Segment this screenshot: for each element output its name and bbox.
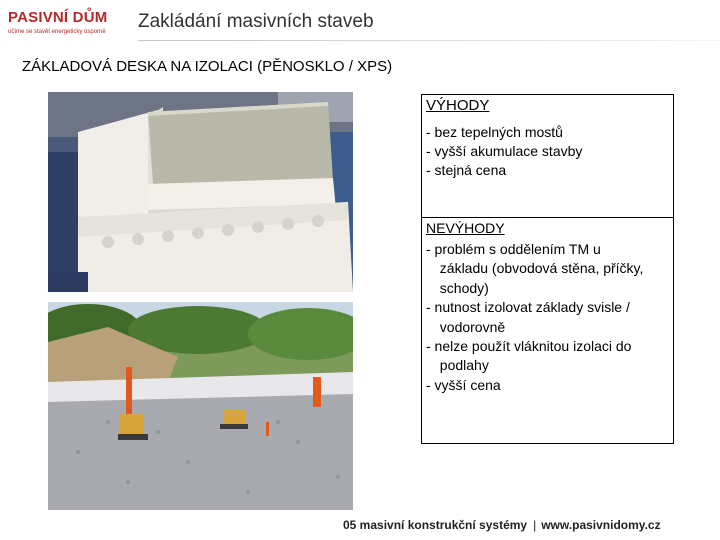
advantages-list [426, 123, 582, 180]
footer-separator: | [533, 518, 537, 532]
list-item: - nutnost izolovat základy svisle / [426, 299, 630, 316]
page-title: Zakládání masivních staveb [138, 11, 374, 32]
footer [343, 518, 661, 532]
construction-site-image [48, 302, 353, 510]
disadvantages-title: NEVÝHODY [426, 220, 505, 236]
list-item: vodorovně [432, 318, 506, 335]
header-divider [138, 40, 720, 41]
advantages-panel [421, 94, 674, 218]
disadvantages-panel [421, 217, 674, 444]
list-item: schody) [432, 279, 489, 296]
list-item: - problém s oddělením TM u [426, 241, 601, 257]
logo-name: PASIVNÍ DŮM [8, 9, 108, 26]
list-item: základu (obvodová stěna, příčky, [432, 260, 644, 277]
disadvantages-list [426, 240, 643, 395]
logo-tagline: učíme se stavět energeticky úsporně [8, 29, 106, 35]
list-item: - vyšší akumulace stavby [426, 143, 583, 159]
construction-site-photo [48, 302, 353, 510]
list-item: - nelze použít vláknitou izolaci do [426, 338, 632, 355]
list-item: - stejná cena [426, 162, 507, 178]
list-item: podlahy [432, 357, 489, 374]
foundation-model-photo [48, 92, 353, 292]
footer-website-link[interactable]: www.pasivnidomy.cz [541, 518, 661, 532]
list-item: - bez tepelných mostů [426, 124, 563, 140]
advantages-title: VÝHODY [426, 97, 490, 114]
foundation-model-image [48, 92, 353, 292]
list-item: - vyšší cena [426, 376, 501, 393]
footer-course: 05 masivní konstrukční systémy [343, 518, 528, 532]
logo [8, 10, 128, 42]
slide-heading: ZÁKLADOVÁ DESKA NA IZOLACI (PĚNOSKLO / XPS) [22, 58, 393, 75]
